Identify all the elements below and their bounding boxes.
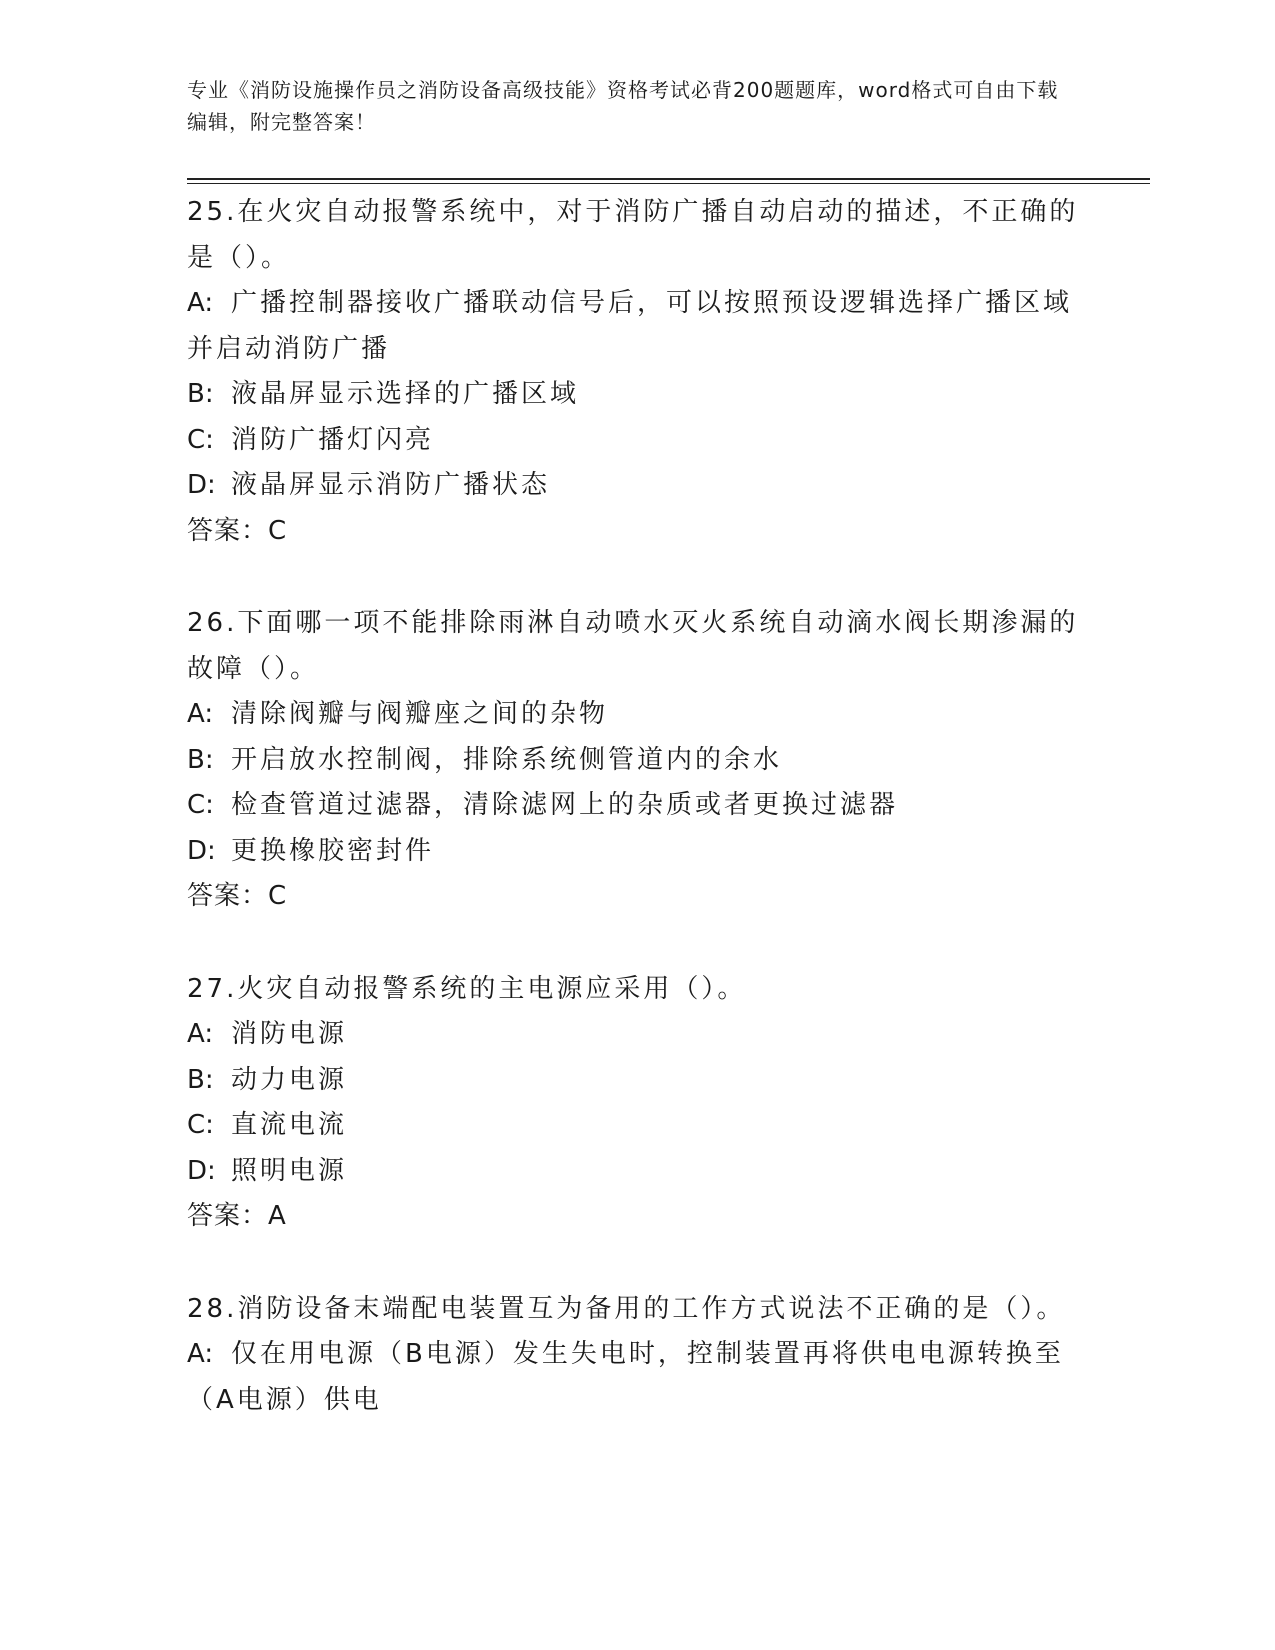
option-text: 广播控制器接收广播联动信号后，可以按照预设逻辑选择广播区域并启动消防广播 <box>187 288 1073 364</box>
option-d <box>187 829 1087 875</box>
option-text: 消防电源 <box>231 1019 348 1049</box>
option-letter: D: <box>187 470 216 500</box>
option-a <box>187 692 1087 738</box>
answer-line: 答案：C <box>187 515 288 546</box>
question-list <box>187 190 1087 1470</box>
question-stem: 27.火灾自动报警系统的主电源应采用（）。 <box>187 973 747 1004</box>
option-a <box>187 1332 1087 1423</box>
option-letter: B: <box>187 379 214 409</box>
option-d <box>187 463 1087 509</box>
option-text: 检查管道过滤器，清除滤网上的杂质或者更换过滤器 <box>231 790 899 820</box>
option-c <box>187 418 1087 464</box>
option-letter: A: <box>187 288 214 318</box>
option-letter: B: <box>187 1064 214 1095</box>
option-text: 直流电流 <box>231 1110 348 1140</box>
option-letter: C: <box>187 790 214 820</box>
option-letter: B: <box>187 744 214 775</box>
option-c <box>187 783 1087 829</box>
option-text: 动力电源 <box>231 1064 348 1095</box>
option-letter: A: <box>187 699 214 729</box>
question-28 <box>187 1287 1087 1424</box>
option-text: 液晶屏显示消防广播状态 <box>231 470 551 500</box>
question-25 <box>187 190 1087 554</box>
option-text: 消防广播灯闪亮 <box>231 424 435 455</box>
question-stem: 26.下面哪一项不能排除雨淋自动喷水灭火系统自动滴水阀长期渗漏的故障（）。 <box>187 608 1079 684</box>
question-stem: 28.消防设备末端配电装置互为备用的工作方式说法不正确的是（）。 <box>187 1293 1066 1324</box>
answer-line: 答案：A <box>187 1201 287 1231</box>
option-b <box>187 1058 1087 1104</box>
option-c <box>187 1103 1087 1149</box>
option-letter: A: <box>187 1339 214 1369</box>
option-text: 开启放水控制阀，排除系统侧管道内的余水 <box>231 744 783 775</box>
question-27 <box>187 967 1087 1240</box>
question-26 <box>187 601 1087 920</box>
option-letter: C: <box>187 1110 214 1140</box>
option-a <box>187 1012 1087 1058</box>
option-letter: A: <box>187 1019 214 1049</box>
option-text: 更换橡胶密封件 <box>231 835 435 866</box>
header-divider-thick <box>187 178 1150 180</box>
question-stem: 25.在火灾自动报警系统中，对于消防广播自动启动的描述，不正确的是（）。 <box>187 197 1079 273</box>
option-letter: C: <box>187 424 214 455</box>
header-divider-thin <box>187 183 1150 184</box>
option-text: 照明电源 <box>231 1155 348 1186</box>
option-a <box>187 281 1087 372</box>
option-text: 液晶屏显示选择的广播区域 <box>231 379 580 409</box>
option-letter: D: <box>187 835 216 866</box>
answer-line: 答案：C <box>187 881 288 911</box>
option-letter: D: <box>187 1155 216 1186</box>
option-d <box>187 1149 1087 1195</box>
option-text: 仅在用电源（B电源）发生失电时，控制装置再将供电电源转换至（A电源）供电 <box>187 1339 1064 1415</box>
option-b <box>187 372 1087 418</box>
document-header: 专业《消防设施操作员之消防设备高级技能》资格考试必背200题题库，word格式可自由下载编辑，附完整答案！ <box>187 78 1059 134</box>
option-b <box>187 738 1087 784</box>
option-text: 清除阀瓣与阀瓣座之间的杂物 <box>231 699 609 729</box>
